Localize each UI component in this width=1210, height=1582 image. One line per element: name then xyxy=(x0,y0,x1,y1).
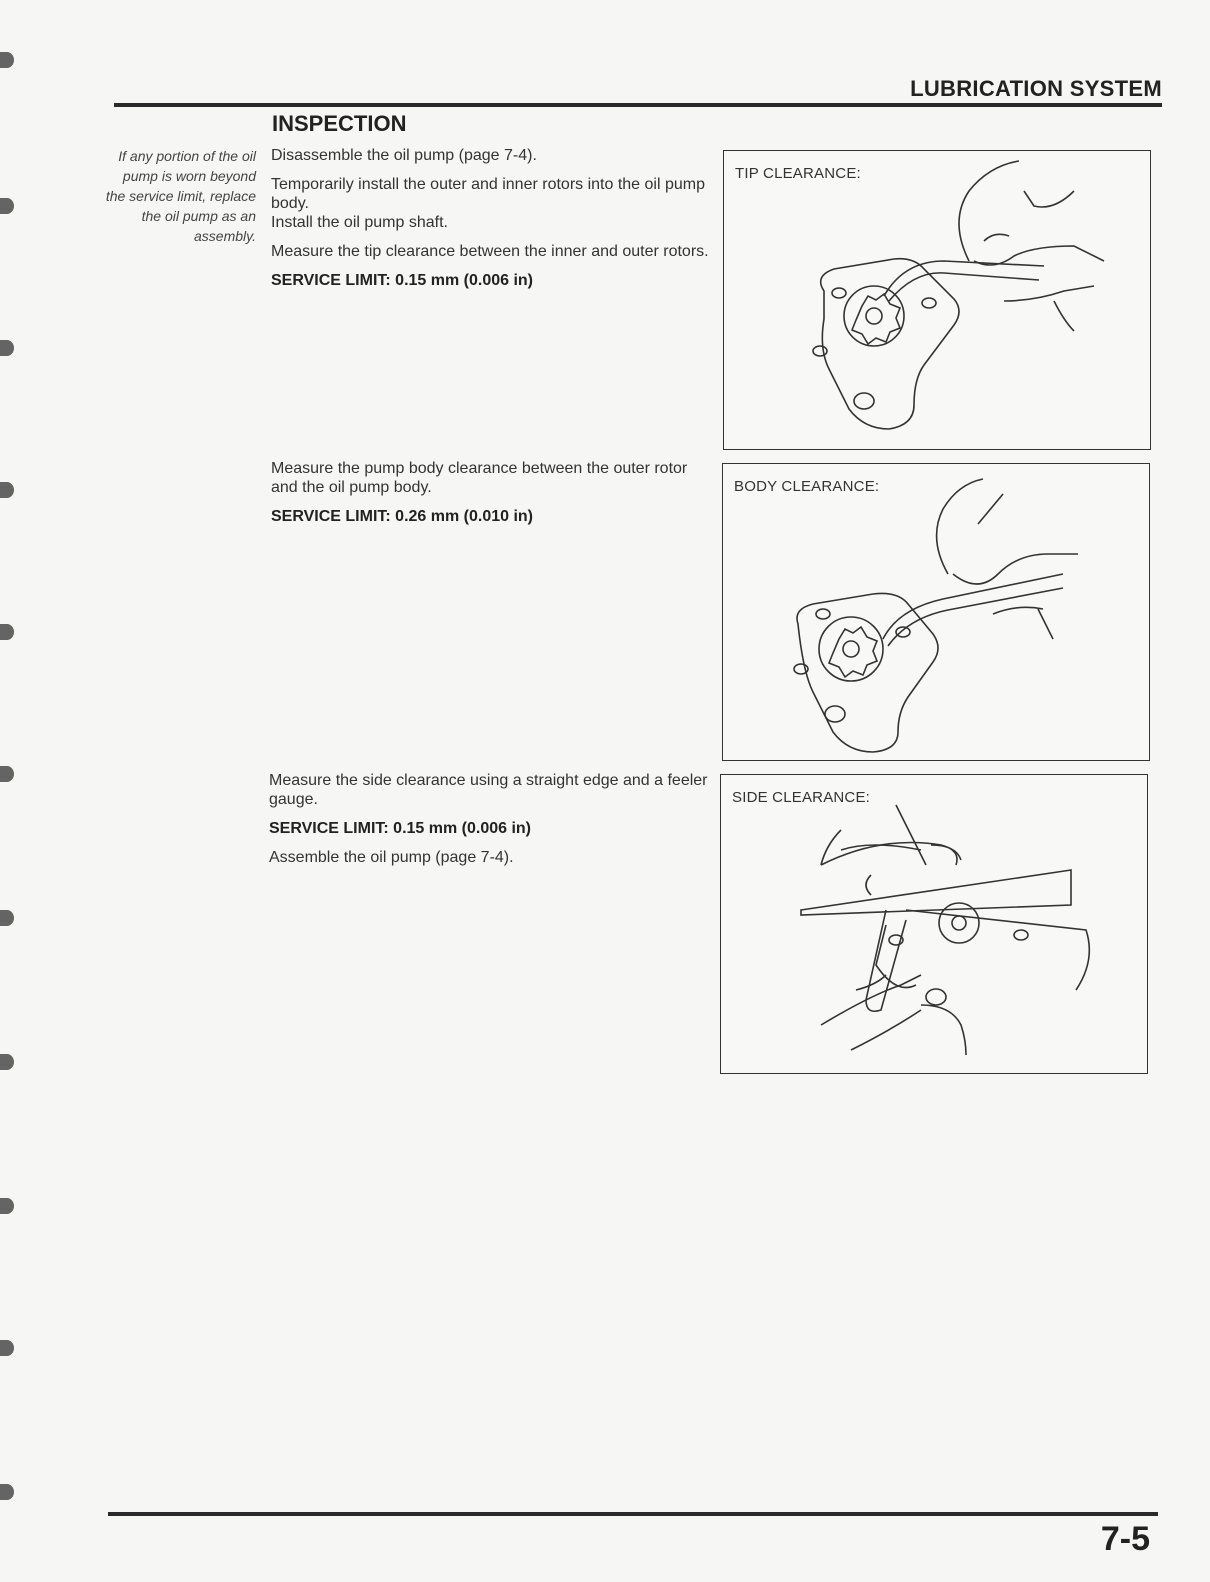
binder-hole xyxy=(0,340,14,356)
binder-hole xyxy=(0,766,14,782)
side-clearance-text xyxy=(269,771,713,877)
binder-hole xyxy=(0,52,14,68)
tip-clearance-illustration xyxy=(724,151,1150,449)
binder-hole xyxy=(0,1198,14,1214)
step-assemble: Assemble the oil pump (page 7-4). xyxy=(269,849,514,866)
tip-clearance-figure xyxy=(723,150,1151,450)
service-limit-side: SERVICE LIMIT: 0.15 mm (0.006 in) xyxy=(269,820,532,837)
body-clearance-figure xyxy=(722,463,1150,761)
service-limit-body: SERVICE LIMIT: 0.26 mm (0.010 in) xyxy=(271,508,534,525)
side-clearance-figure xyxy=(720,774,1148,1074)
side-clearance-caption: SIDE CLEARANCE: xyxy=(732,789,871,806)
step-measure-tip: Measure the tip clearance between the inner and outer rotors. xyxy=(271,243,709,260)
step-measure-side: Measure the side clearance using a straight edge and a feeler gauge. xyxy=(269,772,708,808)
step-install-shaft: Install the oil pump shaft. xyxy=(271,214,448,231)
footer-rule xyxy=(108,1512,1158,1516)
body-clearance-illustration xyxy=(723,464,1149,760)
tip-clearance-caption: TIP CLEARANCE: xyxy=(735,165,861,182)
binder-hole xyxy=(0,1340,14,1356)
tip-clearance-text xyxy=(271,146,715,300)
binder-hole xyxy=(0,1484,14,1500)
binder-hole xyxy=(0,198,14,214)
body-clearance-caption: BODY CLEARANCE: xyxy=(734,478,880,495)
step-disassemble: Disassemble the oil pump (page 7-4). xyxy=(271,147,537,164)
binder-hole xyxy=(0,1054,14,1070)
section-title: LUBRICATION SYSTEM xyxy=(910,76,1162,101)
step-measure-body: Measure the pump body clearance between the outer rotor and the oil pump body. xyxy=(271,460,688,496)
header-rule xyxy=(114,103,1162,107)
page-number: 7-5 xyxy=(1100,1520,1150,1558)
binder-hole xyxy=(0,624,14,640)
service-limit-tip: SERVICE LIMIT: 0.15 mm (0.006 in) xyxy=(271,272,534,289)
body-clearance-text xyxy=(271,459,715,536)
inspection-heading: INSPECTION xyxy=(272,111,407,136)
binder-hole xyxy=(0,910,14,926)
binder-hole xyxy=(0,482,14,498)
step-install-rotors: Temporarily install the outer and inner rotors into the oil pump body. xyxy=(271,176,705,212)
side-clearance-illustration xyxy=(721,775,1147,1073)
side-note: If any portion of the oil pump is worn beyond the service limit, replace the oil pump as an assembly. xyxy=(105,148,256,244)
